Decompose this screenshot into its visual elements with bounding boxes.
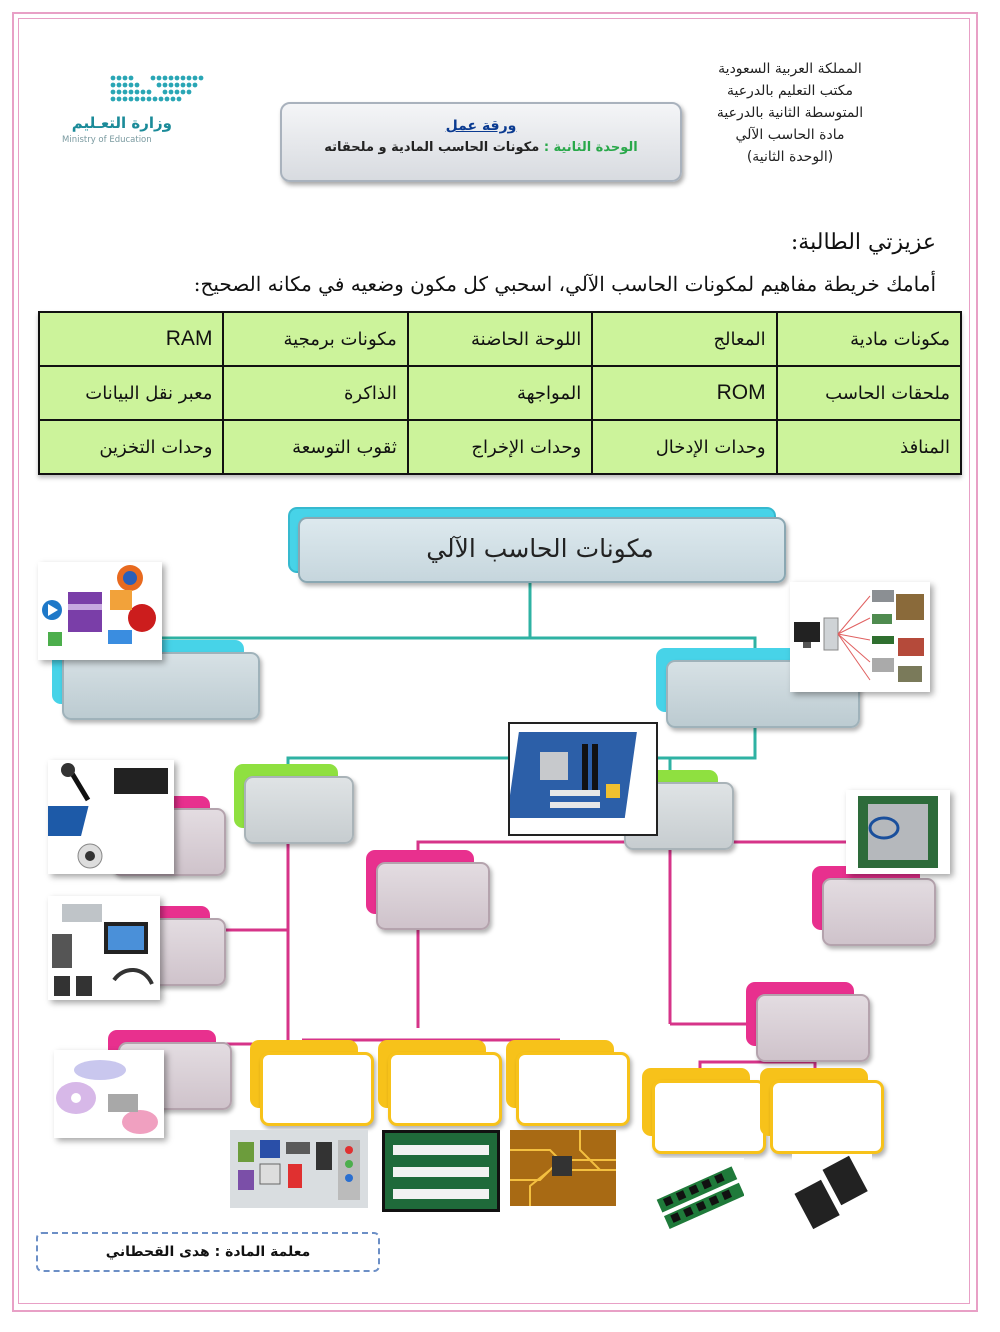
rom-image xyxy=(792,1154,872,1230)
header-line: (الوحدة الثانية) xyxy=(746,149,834,165)
drop-target-processor[interactable] xyxy=(812,866,942,946)
ports-image xyxy=(230,1130,368,1208)
ram-image xyxy=(654,1158,744,1230)
greeting: عزيزتي الطالبة: xyxy=(790,230,936,255)
drop-target-data-bus[interactable] xyxy=(506,1040,630,1126)
header-line: مادة الحاسب الآلي xyxy=(735,127,845,143)
input-devices-illustration xyxy=(48,760,174,874)
ram-illustration xyxy=(654,1158,744,1230)
teacher-name-box: معلمة المادة : هدى القحطاني xyxy=(36,1232,380,1272)
unit-label: الوحدة الثانية : xyxy=(543,140,638,155)
word-tile[interactable]: وحدات الإدخال xyxy=(592,420,776,474)
logo-arabic-text: وزارة التعـليم xyxy=(71,114,172,132)
word-tile[interactable]: الذاكرة xyxy=(223,366,407,420)
drop-target-expansion-slots[interactable] xyxy=(378,1040,502,1126)
drop-target-memory[interactable] xyxy=(746,982,876,1062)
ports-illustration xyxy=(230,1130,368,1208)
word-tile[interactable]: وحدات الإخراج xyxy=(408,420,592,474)
storage-media-illustration xyxy=(54,1050,164,1138)
expansion-slots-image xyxy=(382,1130,500,1212)
word-tile[interactable]: ثقوب التوسعة xyxy=(223,420,407,474)
word-tile[interactable]: ملحقات الحاسب xyxy=(777,366,961,420)
drop-target-interface[interactable] xyxy=(366,850,496,930)
data-bus-image xyxy=(510,1130,616,1206)
logo-english-text: Ministry of Education xyxy=(62,135,152,145)
drop-target-ports[interactable] xyxy=(250,1040,374,1126)
hardware-components-image xyxy=(790,582,930,692)
software-icons-image xyxy=(38,562,162,660)
word-tile[interactable]: مكونات مادية xyxy=(777,312,961,366)
motherboard-illustration xyxy=(510,724,656,834)
instruction: أمامك خريطة مفاهيم لمكونات الحاسب الآلي، اسحبي كل مكون وضعيه في مكانه الصحيح: xyxy=(193,272,936,296)
header-line: مكتب التعليم بالدرعية xyxy=(726,83,854,99)
software-icons-illustration xyxy=(38,562,162,660)
rom-illustration xyxy=(792,1154,872,1230)
hardware-components-illustration xyxy=(790,582,930,692)
header-line: المتوسطة الثانية بالدرعية xyxy=(716,105,864,121)
word-tile[interactable]: المعالج xyxy=(592,312,776,366)
output-devices-image xyxy=(48,896,160,1000)
drop-target-ram[interactable] xyxy=(642,1068,766,1154)
output-devices-illustration xyxy=(48,896,160,1000)
processor-illustration xyxy=(846,790,950,874)
word-tile[interactable]: RAM xyxy=(39,312,223,366)
header-line: المملكة العربية السعودية xyxy=(718,61,862,77)
word-tile[interactable]: وحدات التخزين xyxy=(39,420,223,474)
storage-media-image xyxy=(54,1050,164,1138)
word-tile[interactable]: ROM xyxy=(592,366,776,420)
root-node-label: مكونات الحاسب الآلي xyxy=(426,534,654,563)
processor-image xyxy=(846,790,950,874)
drop-target-peripherals[interactable] xyxy=(234,764,358,844)
word-tile[interactable]: مكونات برمجية xyxy=(223,312,407,366)
worksheet-title: ورقة عمل xyxy=(445,118,517,134)
data-bus-illustration xyxy=(510,1130,616,1206)
word-tile[interactable]: اللوحة الحاضنة xyxy=(408,312,592,366)
motherboard-image xyxy=(508,722,658,836)
word-tile[interactable]: المواجهة xyxy=(408,366,592,420)
unit-title: مكونات الحاسب المادية و ملحقاته xyxy=(324,140,540,155)
word-tile[interactable]: المنافذ xyxy=(777,420,961,474)
input-devices-image xyxy=(48,760,174,874)
expansion-slots-illustration xyxy=(385,1133,497,1209)
drop-target-rom[interactable] xyxy=(760,1068,884,1154)
word-tile[interactable]: معبر نقل البيانات xyxy=(39,366,223,420)
